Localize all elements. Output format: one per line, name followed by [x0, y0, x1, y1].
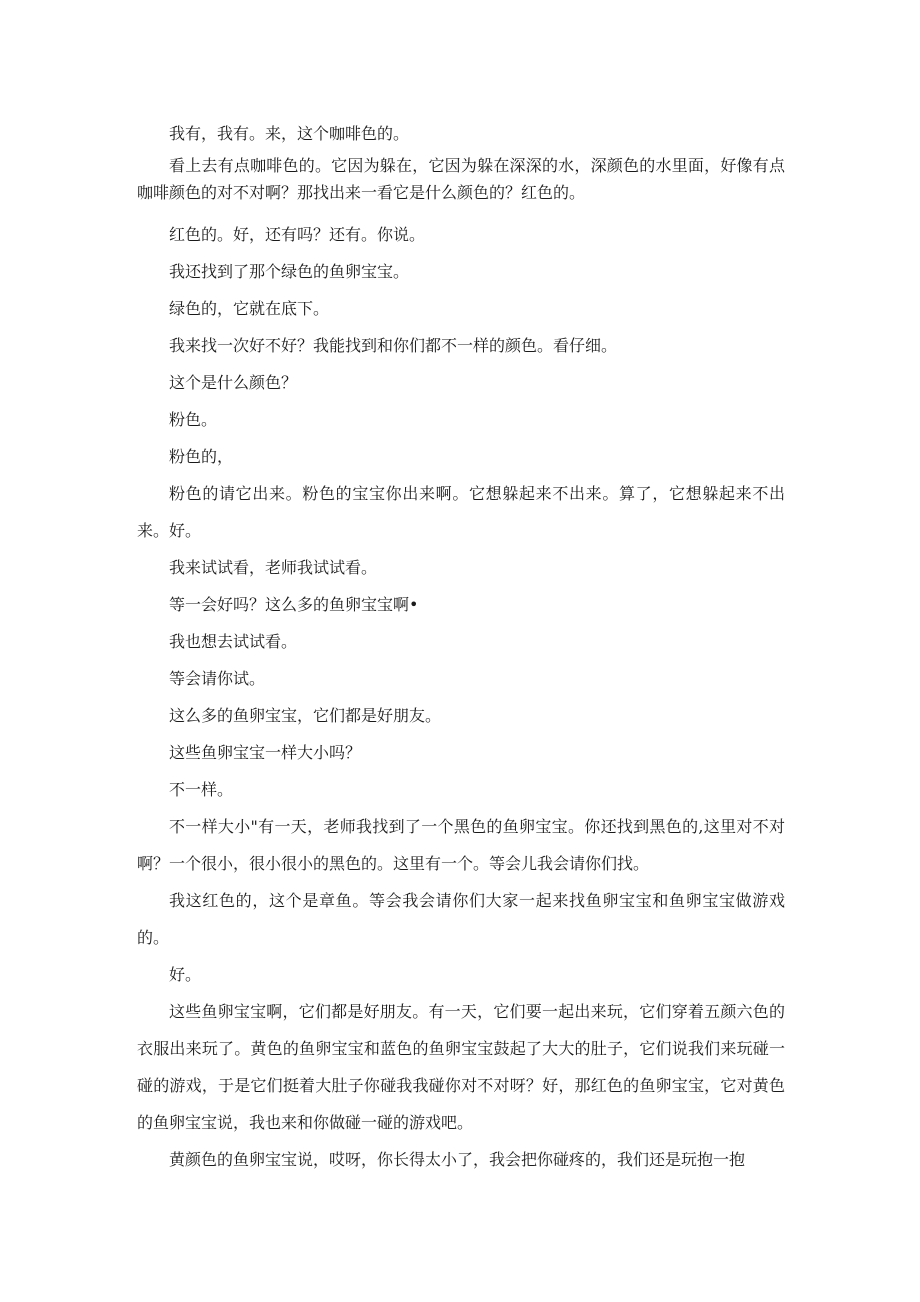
paragraph: 这些鱼卵宝宝啊，它们都是好朋友。有一天，它们要一起出来玩，它们穿着五颜六色的衣服出来玩了。黄色的鱼卵宝宝和蓝色的鱼卵宝宝鼓起了大大的肚子，它们说我们来玩碰一碰的游戏，于是它们挺着大肚子你碰我我碰你对不对呀？好，那红色的鱼卵宝宝，它对黄色的鱼卵宝宝说，我也来和你做碰一碰的游戏吧。	[137, 1002, 785, 1132]
paragraph: 粉色的请它出来。粉色的宝宝你出来啊。它想躲起来不出来。算了，它想躲起来不出来。好。	[137, 484, 785, 540]
paragraph: 我来试试看，老师我试试看。	[169, 558, 378, 577]
paragraph: 粉色的，	[169, 447, 234, 466]
paragraph: 绿色的，它就在底下。	[169, 299, 330, 318]
paragraph: 不一样。	[169, 780, 234, 799]
paragraph: 我也想去试试看。	[169, 632, 298, 651]
paragraph: 等一会好吗？这么多的鱼卵宝宝啊•	[169, 595, 419, 614]
paragraph: 好。	[169, 965, 202, 984]
paragraph: 黄颜色的鱼卵宝宝说，哎呀，你长得太小了，我会把你碰疼的，我们还是玩抱一抱	[169, 1150, 746, 1169]
paragraph: 等会请你试。	[169, 669, 266, 688]
paragraph: 看上去有点咖啡色的。它因为躲在，它因为躲在深深的水，深颜色的水里面，好像有点咖啡颜色的对不对啊？那找出来一看它是什么颜色的？红色的。	[137, 156, 785, 202]
paragraph: 这么多的鱼卵宝宝，它们都是好朋友。	[169, 706, 442, 725]
paragraph: 我这红色的，这个是章鱼。等会我会请你们大家一起来找鱼卵宝宝和鱼卵宝宝做游戏的。	[137, 891, 785, 947]
paragraph: 红色的。好，还有吗？还有。你说。	[169, 225, 426, 244]
paragraph: 粉色。	[169, 410, 218, 429]
paragraph: 这些鱼卵宝宝一样大小吗？	[169, 743, 362, 762]
document-body	[137, 115, 785, 1178]
paragraph: 我还找到了那个绿色的鱼卵宝宝。	[169, 262, 410, 281]
paragraph: 我有，我有。来，这个咖啡色的。	[169, 124, 410, 143]
paragraph: 不一样大小"有一天，老师我找到了一个黑色的鱼卵宝宝。你还找到黑色的,这里对不对啊？一个很小，很小很小的黑色的。这里有一个。等会儿我会请你们找。	[137, 817, 785, 873]
paragraph: 这个是什么颜色？	[169, 373, 298, 392]
paragraph: 我来找一次好不好？我能找到和你们都不一样的颜色。看仔细。	[169, 336, 618, 355]
